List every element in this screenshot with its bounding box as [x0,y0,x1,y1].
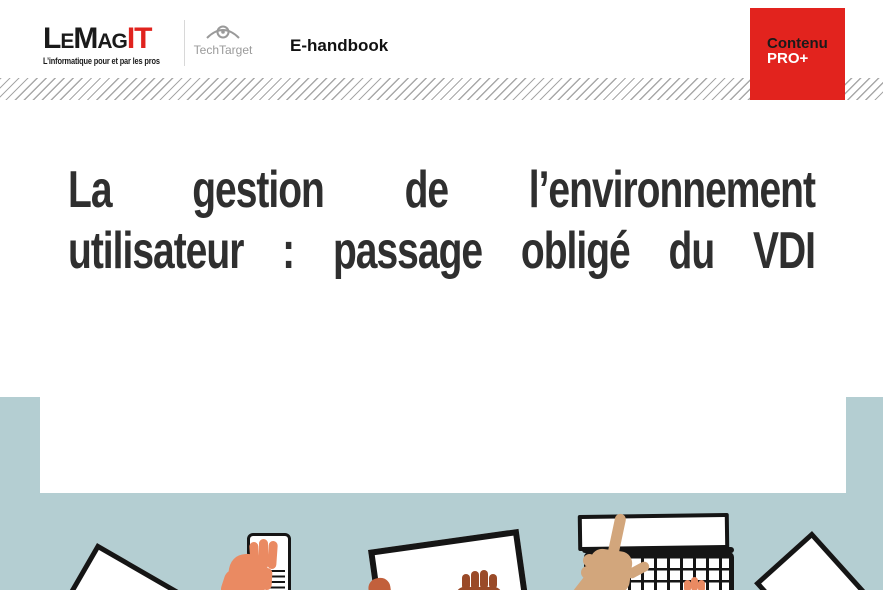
techtarget-logo [190,21,256,57]
techtarget-label: TechTarget [193,43,253,57]
cover-title [68,161,815,282]
title-line-2: utilisateur : passage obligé du VDI [68,223,815,280]
knuckle [583,554,596,567]
laptop-screen [578,513,729,551]
lemagit-tagline: L’informatique pour et par les pros [43,56,160,67]
badge-line2: PRO+ [767,50,809,67]
finger [267,541,278,570]
paper-illustration [53,543,180,590]
badge-line1: Contenu [767,35,828,52]
header-divider [184,20,185,66]
white-panel [40,397,846,493]
lemagit-wordmark-main: LeMag [43,22,127,55]
knuckle [581,566,594,579]
diamond-tablet-illustration [754,531,883,590]
finger [691,577,698,590]
title-line-1: La gestion de l’environnement [68,162,815,220]
tablet-illustration [368,529,535,590]
thumb [261,568,272,590]
illustration-section [0,397,883,590]
lemagit-wordmark [43,24,193,54]
pro-content-badge [750,8,845,100]
finger [684,580,691,590]
doc-type-label: E-handbook [290,36,389,55]
techtarget-eye-icon [204,21,242,42]
lemagit-wordmark-accent: IT [126,22,152,55]
lemagit-logo [43,24,193,67]
finger [698,580,705,590]
